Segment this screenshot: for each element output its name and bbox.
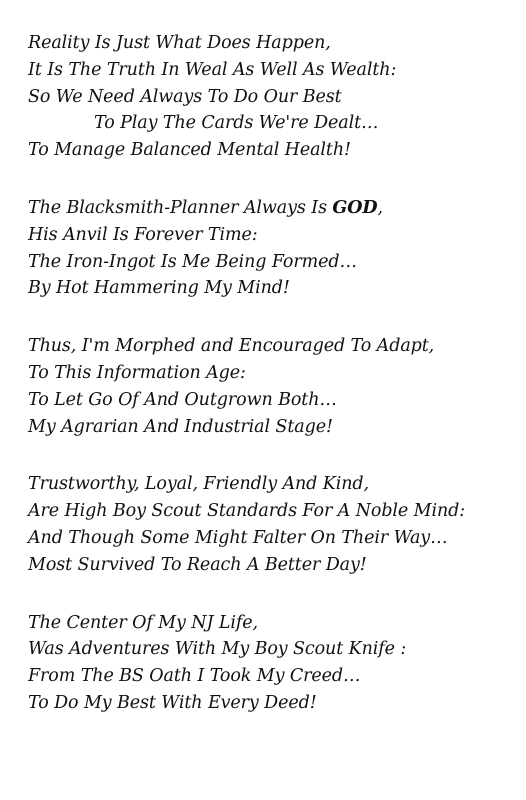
poem-line: To Let Go Of And Outgrown Both… — [28, 389, 337, 410]
poem-line: Was Adventures With My Boy Scout Knife : — [28, 639, 407, 660]
poem-line: The Iron-Ingot Is Me Being Formed… — [28, 251, 357, 272]
poem-line: So We Need Always To Do Our Best — [28, 86, 342, 107]
poem-line: And Though Some Might Falter On Their Way… — [28, 527, 448, 548]
poem-line-indented: To Play The Cards We're Dealt… — [94, 113, 379, 134]
poem-line: From The BS Oath I Took My Creed… — [28, 666, 361, 687]
poem-line: His Anvil Is Forever Time: — [28, 224, 258, 245]
poem-line: Thus, I'm Morphed and Encouraged To Adapt, — [28, 336, 435, 357]
poem-line: Reality Is Just What Does Happen, — [28, 33, 331, 53]
poem-line: Most Survived To Reach A Better Day! — [28, 554, 367, 575]
poem-line: Trustworthy, Loyal, Friendly And Kind, — [28, 474, 369, 495]
emphasized-word: GOD — [332, 197, 378, 218]
poem-line: The Center Of My NJ Life, — [28, 612, 258, 633]
stanza-3 — [28, 333, 526, 440]
poem-line: The Blacksmith-Planner Always Is GOD, — [28, 197, 383, 218]
stanza-2 — [28, 195, 526, 302]
poem-line: My Agrarian And Industrial Stage! — [28, 416, 333, 437]
stanza-5 — [28, 610, 526, 717]
poem-line: Are High Boy Scout Standards For A Noble Mind: — [28, 501, 466, 522]
poem-line: By Hot Hammering My Mind! — [28, 278, 290, 299]
poem-line: To Manage Balanced Mental Health! — [28, 140, 351, 161]
poem-line: To This Information Age: — [28, 362, 246, 383]
poem-line: To Do My Best With Every Deed! — [28, 692, 317, 713]
stanza-4 — [28, 471, 526, 578]
stanza-1 — [28, 30, 526, 164]
poem-line: It Is The Truth In Weal As Well As Wealth: — [28, 59, 397, 80]
